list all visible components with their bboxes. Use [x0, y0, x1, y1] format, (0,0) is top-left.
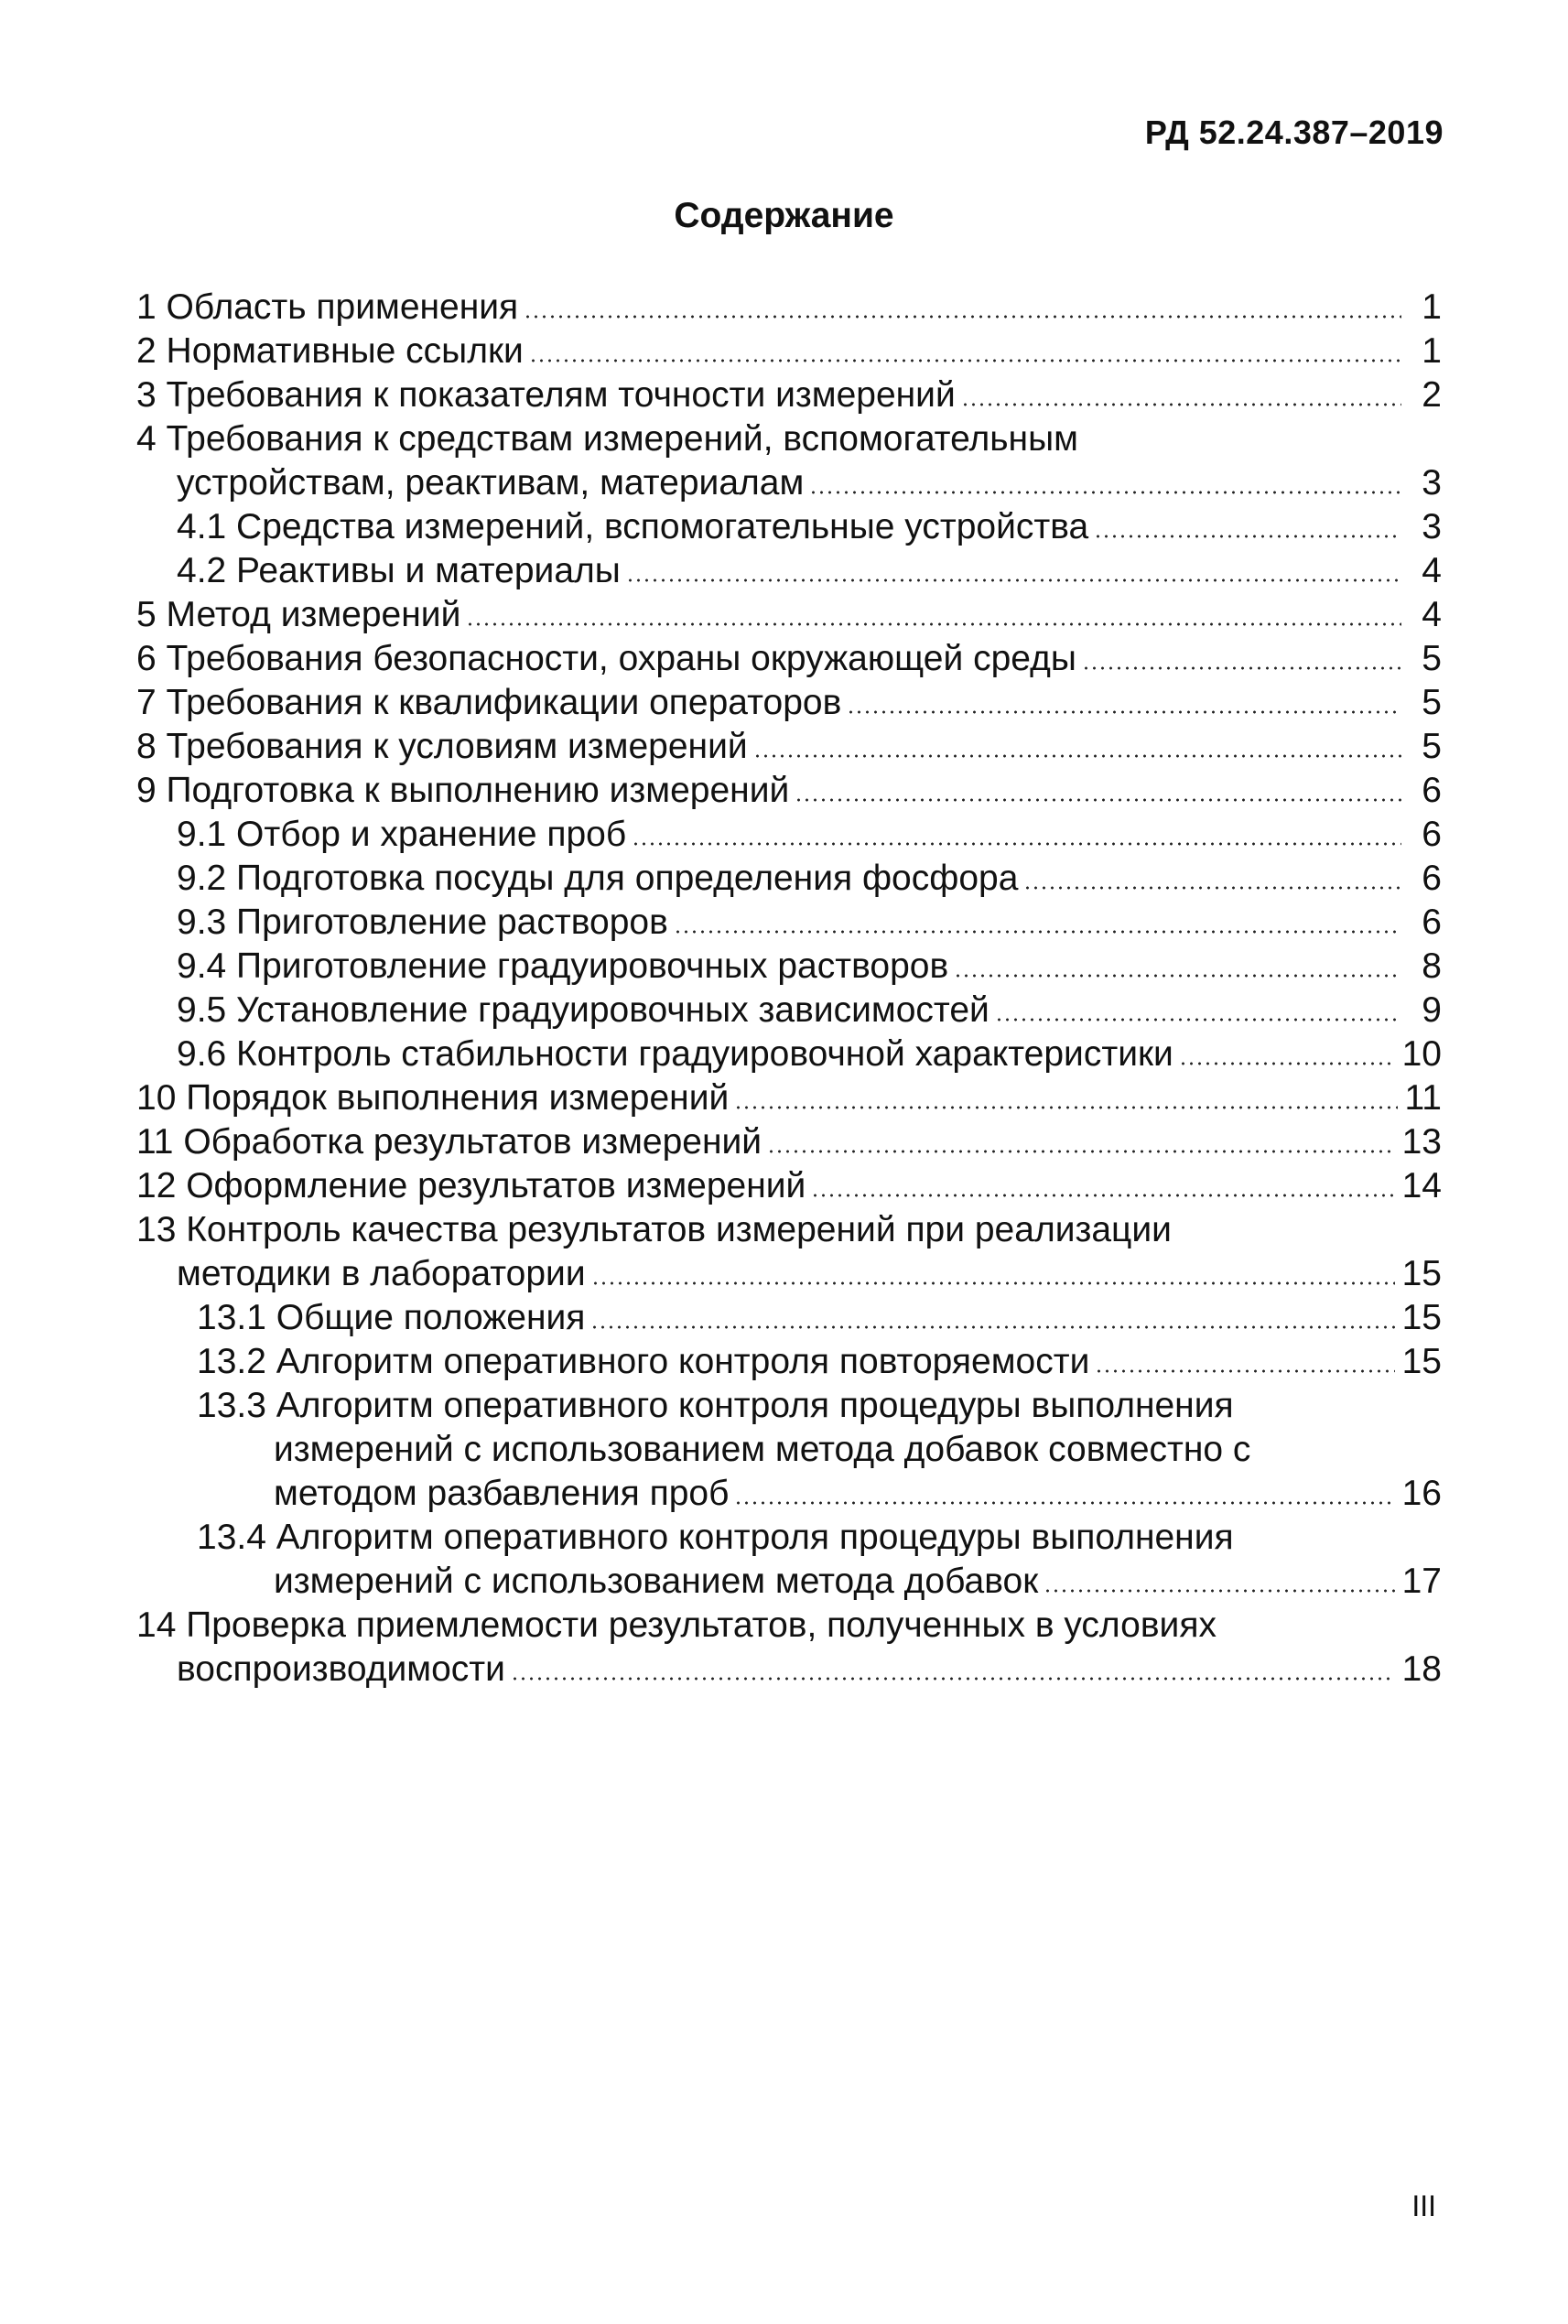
toc-leader-dots: [590, 1325, 1394, 1329]
toc-entry: [136, 945, 1442, 989]
toc-entry-continuation: [136, 1560, 1442, 1604]
toc-page-number: 6: [1422, 859, 1442, 898]
toc-leader-dots: [811, 1194, 1394, 1197]
toc-entry-title: 9.2 Подготовка посуды для определения фосфора: [177, 859, 1019, 898]
toc-page-number: 1: [1422, 287, 1442, 327]
toc-entry-title: измерений с использованием метода добавок совместно с: [274, 1430, 1251, 1469]
toc-leader-dots: [1082, 666, 1401, 670]
toc-entry: [136, 1604, 1442, 1648]
toc-entry: [136, 1208, 1442, 1252]
toc-entry-title: 4.1 Средства измерений, вспомогательные устройства: [177, 507, 1089, 546]
toc-page-number: 14: [1401, 1166, 1442, 1205]
toc-page-number: 9: [1422, 990, 1442, 1030]
toc-entry-title: 8 Требования к условиям измерений: [136, 727, 748, 766]
document-code: РД 52.24.387–2019: [1144, 113, 1444, 151]
toc-page-number: 6: [1422, 903, 1442, 942]
toc-leader-dots: [524, 315, 1401, 319]
toc-leader-dots: [1044, 1589, 1394, 1593]
toc-page-number: 6: [1422, 771, 1442, 810]
toc-leader-dots: [632, 842, 1401, 846]
toc-entry: [136, 637, 1442, 681]
toc-entry: [136, 1516, 1442, 1560]
toc-page-number: 18: [1401, 1649, 1442, 1689]
toc-entry: [136, 1296, 1442, 1340]
toc-page-number: 15: [1401, 1298, 1442, 1337]
toc-leader-dots: [734, 1501, 1394, 1505]
toc-entry-title: 10 Порядок выполнения измерений: [136, 1078, 730, 1118]
toc-leader-dots: [466, 622, 1401, 626]
toc-leader-dots: [734, 1106, 1397, 1109]
toc-leader-dots: [795, 798, 1401, 802]
toc-entry-title: 4 Требования к средствам измерений, вспомогательным: [136, 419, 1078, 459]
toc-page-number: 4: [1422, 551, 1442, 590]
toc-entry: [136, 769, 1442, 813]
toc-leader-dots: [1023, 886, 1401, 890]
toc-entry-title: 2 Нормативные ссылки: [136, 331, 524, 371]
toc-entry-title: 13.2 Алгоритм оперативного контроля повторяемости: [197, 1342, 1090, 1381]
toc-leader-dots: [1094, 535, 1401, 538]
toc-entry: [136, 1384, 1442, 1428]
toc-entry: [136, 417, 1442, 461]
toc-page-number: 15: [1401, 1254, 1442, 1293]
toc-page-number: 4: [1422, 595, 1442, 634]
toc-entry-title: 9 Подготовка к выполнению измерений: [136, 771, 790, 810]
toc-leader-dots: [961, 403, 1401, 406]
toc-entry: [136, 1032, 1442, 1076]
toc-entry-title: 3 Требования к показателям точности измерений: [136, 375, 956, 415]
toc-page-number: 5: [1422, 683, 1442, 722]
toc-page-number: 5: [1422, 727, 1442, 766]
toc-entry-title: методом разбавления проб: [274, 1474, 730, 1513]
toc-page-number: 6: [1422, 815, 1442, 854]
toc-entry: [136, 1076, 1442, 1120]
toc-page-number: 3: [1422, 507, 1442, 546]
toc-entry: [136, 330, 1442, 373]
toc-entry-title: 13.1 Общие положения: [197, 1298, 586, 1337]
toc-entry-title: 14 Проверка приемлемости результатов, полученных в условиях: [136, 1605, 1217, 1645]
page-number: III: [1411, 2189, 1436, 2222]
toc-leader-dots: [626, 578, 1401, 582]
toc-entry: [136, 549, 1442, 593]
toc-entry: [136, 373, 1442, 417]
toc-entry: [136, 593, 1442, 637]
toc-entry: [136, 857, 1442, 901]
toc-page-number: 11: [1404, 1078, 1442, 1118]
toc-entry-title: 4.2 Реактивы и материалы: [177, 551, 621, 590]
toc-entry: [136, 681, 1442, 725]
toc-entry: [136, 725, 1442, 769]
toc-entry-title: 13.4 Алгоритм оперативного контроля процедуры выполнения: [197, 1518, 1234, 1557]
toc-page-number: 10: [1401, 1034, 1442, 1074]
toc-entry-title: 6 Требования безопасности, охраны окружающей среды: [136, 639, 1076, 678]
toc-entry-title: 12 Оформление результатов измерений: [136, 1166, 806, 1205]
toc-page-number: 8: [1422, 946, 1442, 986]
toc-leader-dots: [995, 1018, 1401, 1021]
toc-entry-title: 9.4 Приготовление градуировочных растворов: [177, 946, 949, 986]
toc-entry-continuation: [136, 1472, 1442, 1516]
toc-leader-dots: [1095, 1369, 1394, 1373]
toc-entry-title: методики в лаборатории: [177, 1254, 586, 1293]
toc-leader-dots: [529, 359, 1401, 362]
toc-leader-dots: [954, 974, 1401, 978]
toc-entry-title: 5 Метод измерений: [136, 595, 461, 634]
toc-entry: [136, 286, 1442, 330]
toc-entry-title: 7 Требования к квалификации операторов: [136, 683, 842, 722]
toc-page-number: 15: [1401, 1342, 1442, 1381]
toc-entry-title: 9.5 Установление градуировочных зависимостей: [177, 990, 989, 1030]
toc-entry: [136, 1340, 1442, 1384]
toc-page-number: 13: [1401, 1122, 1442, 1162]
toc-page-number: 3: [1422, 463, 1442, 503]
table-of-contents: [136, 286, 1442, 1692]
toc-leader-dots: [847, 710, 1401, 714]
toc-entry: [136, 505, 1442, 549]
toc-entry-title: 13 Контроль качества результатов измерений при реализации: [136, 1210, 1172, 1249]
toc-entry-title: 1 Область применения: [136, 287, 519, 327]
toc-leader-dots: [1179, 1062, 1395, 1065]
toc-title: Содержание: [674, 196, 894, 235]
toc-entry-title: воспроизводимости: [177, 1649, 505, 1689]
toc-entry-continuation: [136, 1252, 1442, 1296]
toc-leader-dots: [674, 930, 1401, 934]
toc-leader-dots: [591, 1281, 1395, 1285]
toc-entry-title: 9.6 Контроль стабильности градуировочной характеристики: [177, 1034, 1173, 1074]
toc-entry-title: устройствам, реактивам, материалам: [177, 463, 805, 503]
toc-entry-continuation: [136, 1648, 1442, 1692]
toc-entry-title: 13.3 Алгоритм оперативного контроля процедуры выполнения: [197, 1386, 1234, 1425]
toc-entry: [136, 1120, 1442, 1164]
toc-page-number: 16: [1401, 1474, 1442, 1513]
toc-page-number: 17: [1401, 1562, 1442, 1601]
toc-leader-dots: [511, 1677, 1395, 1681]
toc-entry-continuation: [136, 1428, 1442, 1472]
toc-entry: [136, 989, 1442, 1032]
toc-entry-title: измерений с использованием метода добавок: [274, 1562, 1039, 1601]
toc-page-number: 5: [1422, 639, 1442, 678]
toc-entry-title: 9.3 Приготовление растворов: [177, 903, 668, 942]
toc-page-number: 2: [1422, 375, 1442, 415]
toc-leader-dots: [753, 754, 1401, 758]
toc-entry: [136, 901, 1442, 945]
toc-entry: [136, 1164, 1442, 1208]
toc-entry: [136, 813, 1442, 857]
toc-leader-dots: [809, 491, 1401, 494]
toc-page-number: 1: [1422, 331, 1442, 371]
toc-entry-title: 11 Обработка результатов измерений: [136, 1122, 762, 1162]
toc-entry-title: 9.1 Отбор и хранение проб: [177, 815, 627, 854]
toc-entry-continuation: [136, 461, 1442, 505]
toc-leader-dots: [767, 1150, 1395, 1153]
